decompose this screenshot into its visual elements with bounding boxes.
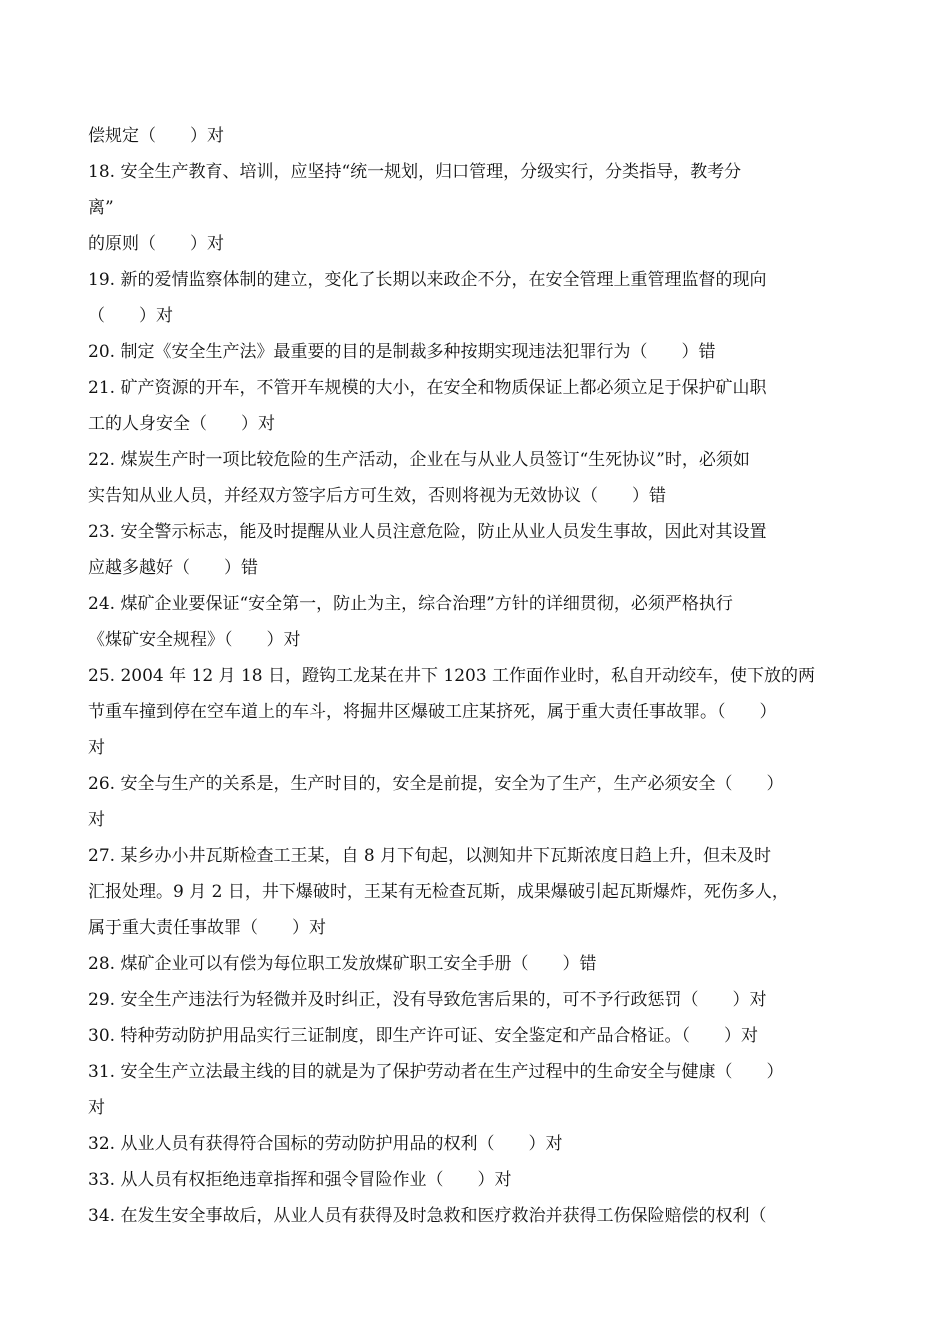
text-line: 实告知从业人员，并经双方签字后方可生效，否则将视为无效协议（ ）错 [88, 486, 666, 506]
text-line: 应越多越好（ ）错 [88, 558, 258, 578]
text-line: 对 [88, 738, 105, 758]
text-line: 26. 安全与生产的关系是，生产时目的，安全是前提，安全为了生产，生产必须安全（ ） [88, 774, 784, 794]
document-page [88, 118, 868, 1234]
text-line: 32. 从业人员有获得符合国标的劳动防护用品的权利（ ）对 [88, 1134, 563, 1154]
text-line: 《煤矿安全规程》（ ）对 [88, 630, 301, 650]
text-line: 23. 安全警示标志，能及时提醒从业人员注意危险，防止从业人员发生事故，因此对其设置 [88, 522, 767, 542]
text-line: 离” [88, 198, 114, 218]
text-line: 22. 煤炭生产时一项比较危险的生产活动，企业在与从业人员签订“生死协议”时，必须如 [88, 450, 750, 470]
text-line: 28. 煤矿企业可以有偿为每位职工发放煤矿职工安全手册（ ）错 [88, 954, 597, 974]
text-line: 19. 新的爱情监察体制的建立，变化了长期以来政企不分，在安全管理上重管理监督的现向 [88, 270, 767, 290]
text-line: 节重车撞到停在空车道上的车斗，将掘井区爆破工庄某挤死，属于重大责任事故罪。（ ） [88, 702, 777, 722]
text-line: 工的人身安全（ ）对 [88, 414, 275, 434]
text-line: 汇报处理。9 月 2 日，井下爆破时，王某有无检查瓦斯，成果爆破引起瓦斯爆炸，死伤多人， [88, 882, 789, 902]
text-line: 属于重大责任事故罪（ ）对 [88, 918, 326, 938]
text-line: 30. 特种劳动防护用品实行三证制度，即生产许可证、安全鉴定和产品合格证。（ ）对 [88, 1026, 758, 1046]
text-line: 29. 安全生产违法行为轻微并及时纠正，没有导致危害后果的，可不予行政惩罚（ ）对 [88, 990, 767, 1010]
text-line: 18. 安全生产教育、培训，应坚持“统一规划，归口管理，分级实行，分类指导，教考分 [88, 162, 742, 182]
text-line: 31. 安全生产立法最主线的目的就是为了保护劳动者在生产过程中的生命安全与健康（ ） [88, 1062, 784, 1082]
text-line: （ ）对 [88, 306, 173, 326]
text-line: 34. 在发生安全事故后，从业人员有获得及时急救和医疗救治并获得工伤保险赔偿的权利（ [88, 1206, 767, 1226]
text-line: 27. 某乡办小井瓦斯检查工王某，自 8 月下旬起，以测知井下瓦斯浓度日趋上升，但未及时 [88, 846, 772, 866]
text-line: 的原则（ ）对 [88, 234, 224, 254]
text-line: 25. 2004 年 12 月 18 日，蹬钩工龙某在井下 1203 工作面作业时，私自开动绞车，使下放的两 [88, 666, 816, 686]
text-line: 33. 从人员有权拒绝违章指挥和强令冒险作业（ ）对 [88, 1170, 512, 1190]
text-line: 20. 制定《安全生产法》最重要的目的是制裁多种按期实现违法犯罪行为（ ）错 [88, 342, 716, 362]
text-line: 偿规定（ ）对 [88, 126, 224, 146]
text-line: 24. 煤矿企业要保证“安全第一，防止为主，综合治理”方针的详细贯彻，必须严格执行 [88, 594, 733, 614]
text-line: 21. 矿产资源的开车，不管开车规模的大小，在安全和物质保证上都必须立足于保护矿山职 [88, 378, 767, 398]
text-line: 对 [88, 810, 105, 830]
text-line: 对 [88, 1098, 105, 1118]
